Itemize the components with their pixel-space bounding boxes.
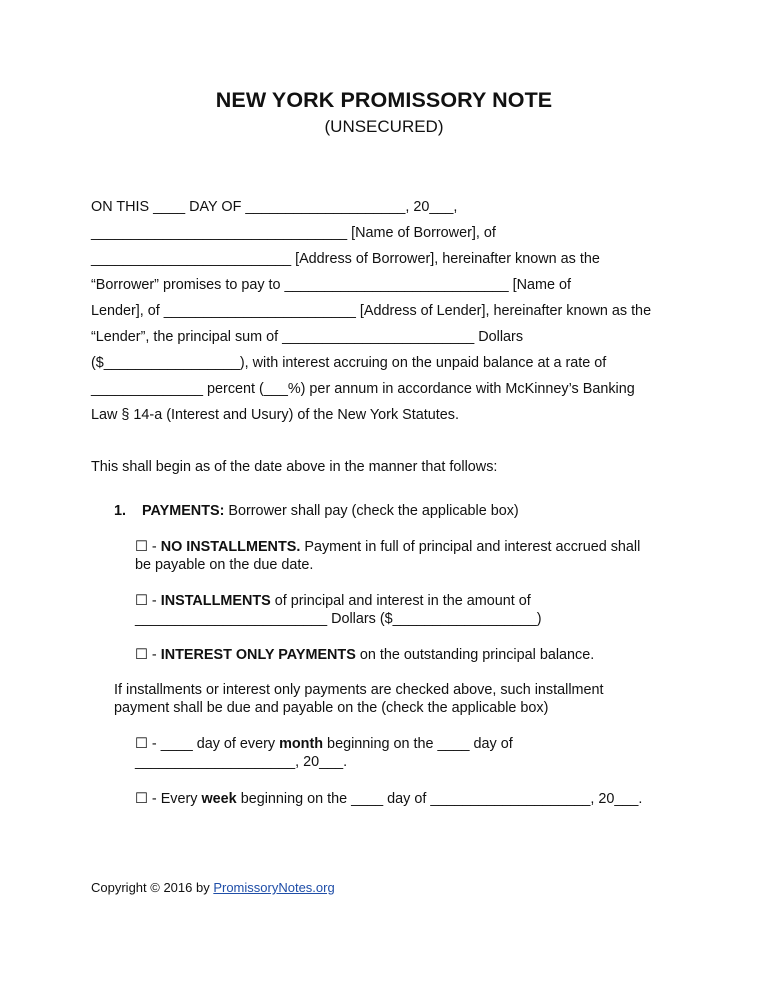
monthly-suffix: beginning on the ____ day of	[323, 736, 513, 752]
payments-heading-rest: Borrower shall pay (check the applicable box)	[224, 503, 519, 519]
document-title: NEW YORK PROMISSORY NOTE	[215, 88, 553, 112]
weekly-bold: week	[201, 791, 237, 807]
payments-label: PAYMENTS:	[142, 503, 225, 519]
intro-line-9: Law § 14-a (Interest and Usury) of the New York Statutes.	[91, 407, 459, 423]
option-text: on the outstanding principal balance.	[355, 647, 595, 663]
intro-line-1: ON THIS ____ DAY OF ____________________, 20___,	[91, 199, 458, 215]
option-text: Payment in full of principal and interest accrued shall	[300, 539, 641, 555]
option-text: of principal and interest in the amount of	[270, 593, 531, 609]
intro-line-3: _________________________ [Address of Borrower], hereinafter known as the	[91, 251, 600, 267]
payments-heading	[114, 503, 519, 519]
option-no-installments[interactable]	[135, 539, 640, 555]
copyright-text: Copyright © 2016 by	[91, 880, 214, 895]
schedule-line-2: payment shall be due and payable on the (check the applicable box)	[114, 700, 549, 716]
weekly-suffix: beginning on the ____ day of ____________________, 20___.	[236, 791, 643, 807]
option-weekly[interactable]	[135, 791, 642, 807]
checkbox[interactable]: ☐ -	[135, 647, 161, 663]
monthly-prefix: ☐ - ____ day of every	[135, 736, 280, 752]
option-label: NO INSTALLMENTS.	[160, 539, 301, 555]
intro-line-5: Lender], of ________________________ [Address of Lender], hereinafter known as the	[91, 303, 652, 319]
intro-line-6: “Lender”, the principal sum of ________________________ Dollars	[91, 329, 524, 345]
option-monthly[interactable]	[135, 736, 513, 752]
option-installments[interactable]	[135, 593, 531, 609]
document-subtitle: (UNSECURED)	[324, 117, 444, 136]
payments-number: 1.	[114, 503, 127, 519]
intro-line-7: ($_________________), with interest accruing on the unpaid balance at a rate of	[91, 355, 607, 371]
website-link[interactable]: PromissoryNotes.org	[213, 880, 335, 895]
schedule-line-1: If installments or interest only payments are checked above, such installment	[114, 682, 604, 698]
intro-line-2: ________________________________ [Name of Borrower], of	[91, 225, 496, 241]
option-no-installments-line-2: be payable on the due date.	[135, 557, 314, 573]
checkbox[interactable]: ☐ -	[135, 539, 161, 555]
monthly-bold: month	[279, 736, 324, 752]
begin-text: This shall begin as of the date above in the manner that follows:	[91, 459, 498, 475]
footer-copyright	[91, 880, 335, 895]
option-monthly-line-2: ____________________, 20___.	[135, 754, 348, 770]
option-label: INSTALLMENTS	[160, 593, 271, 609]
intro-line-8: ______________ percent (___%) per annum in accordance with McKinney’s Banking	[91, 381, 635, 397]
option-installments-line-2: ________________________ Dollars ($__________________)	[135, 611, 542, 627]
intro-line-4: “Borrower” promises to pay to ____________________________ [Name of	[91, 277, 572, 293]
option-interest-only[interactable]	[135, 647, 594, 663]
checkbox[interactable]: ☐ -	[135, 593, 161, 609]
weekly-prefix: ☐ - Every	[135, 791, 202, 807]
option-label: INTEREST ONLY PAYMENTS	[160, 647, 356, 663]
